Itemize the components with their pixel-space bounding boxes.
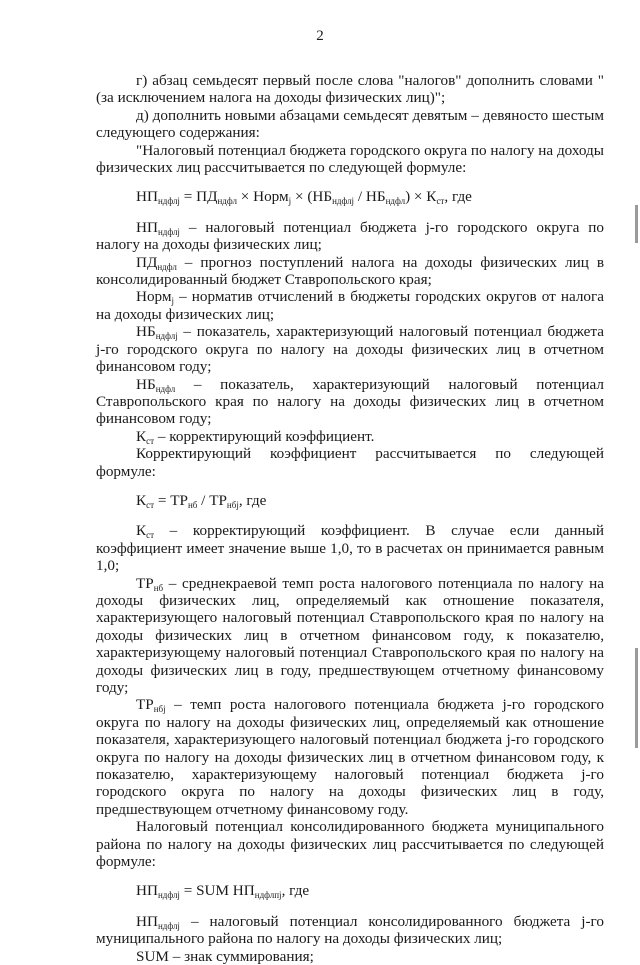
paragraph-amend-g: г) абзац семьдесят первый после слова "налогов" дополнить словами "(за исключением налога на доходы физических лиц)"; [96, 72, 604, 107]
paragraph-mr-intro: Налоговый потенциал консолидированного бюджета муниципального района по налогу на доходы физических лиц рассчитывается по следующей формуле: [96, 818, 604, 871]
formula-correction-coefficient: $К_{ст} = ТР_{нб} / ТР_{нбj}$, где [136, 491, 267, 510]
page-number: 2 [316, 28, 324, 44]
paragraph-amend-d: д) дополнить новыми абзацами семьдесят девятым – девяносто шестым следующего содержания: [96, 106, 604, 142]
definition-trj: $ТР_{нбj}$ – темп роста налогового потенциала бюджета j-го городского округа по налогу на доходы физических лиц, определяемый как отношение показателя, характеризующего налоговый потенциал бюджета j-го городского округа по налогу на доходы физических лиц в отчетном финансовом году, к показателю, характеризующему налоговый потенциал бюджета j-го городского округа по налогу на доходы физических лиц в году, предшествующем отчетному финансовому году. [96, 696, 604, 818]
definition-sum: SUM – знак суммирования; [136, 947, 314, 965]
definition-pd: $ПД_{ндфл}$ – прогноз поступлений налога на доходы физических лиц в консолидированный бюджет Ставропольского края; [96, 253, 604, 289]
paragraph-formula-intro: "Налоговый потенциал бюджета городского округа по налогу на доходы физических лиц рассчитывается по следующей формуле: [96, 141, 604, 177]
definition-k2: $К_{ст}$ – корректирующий коэффициент. В случае если данный коэффициент имеет значение выше 1,0, то в расчетах он принимается равным 1,0; [96, 522, 604, 575]
definition-nbj: $НБ_{ндфлj}$ – показатель, характеризующий налоговый потенциал бюджета j-го городского округа по налогу на доходы физических лиц в отчетном финансовом году; [96, 323, 604, 376]
definition-k: $К_{ст}$ – корректирующий коэффициент. [136, 427, 375, 446]
document-body [96, 72, 604, 965]
formula-tax-potential: $НП_{ндфлj} = ПД_{ндфл}$ × Норм$_j$ × $(НБ_{ндфлj} / НБ_{ндфл}) \times К_{ст}$, где [136, 188, 472, 207]
definition-tr: $ТР_{нб}$ – среднекраевой темп роста налогового потенциала по налогу на доходы физических лиц, определяемый как отношение показателя, характеризующего налоговый потенциал Ставропольского края по налогу на доходы физических лиц в отчетном финансовом году, к показателю, характеризующему налоговый потенциал Ставропольского края по налогу на доходы физических лиц в году, предшествующем отчетному финансовому году; [96, 574, 604, 696]
formula-municipal-district: $НП_{ндфлj}$ = SUM $НП_{ндфлпj}$, где [136, 882, 310, 901]
definition-np-mr: $НП_{ндфлj}$ – налоговый потенциал консолидированного бюджета j-го муниципального района по налогу на доходы физических лиц; [96, 912, 604, 948]
scan-edge-mark-top [635, 205, 638, 243]
paragraph-k-intro: Корректирующий коэффициент рассчитывается по следующей формуле: [96, 445, 604, 480]
scan-edge-mark-bottom [635, 648, 638, 748]
definition-np: $НП_{ндфлj}$ – налоговый потенциал бюджета j-го городского округа по налогу на доходы физических лиц; [96, 218, 604, 254]
definition-norm: Норм$_j$ – норматив отчислений в бюджеты городских округов от налога на доходы физических лиц; [96, 288, 604, 323]
definition-nb: $НБ_{ндфл}$ – показатель, характеризующий налоговый потенциал Ставропольского края по налогу на доходы физических лиц в отчетном финансовом году; [96, 375, 604, 428]
